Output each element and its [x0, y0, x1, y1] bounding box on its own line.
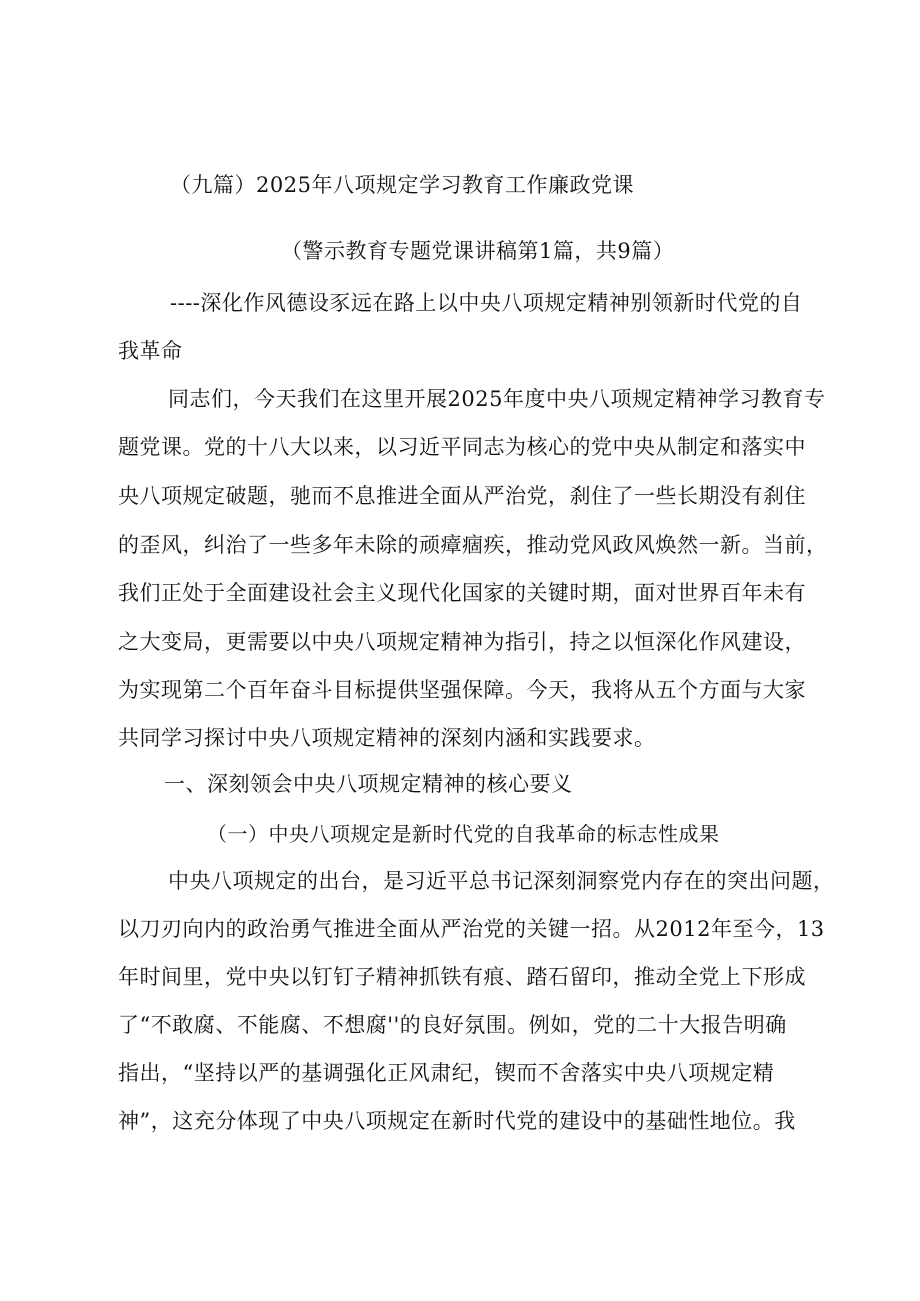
paragraph-line: 之大变局，更需要以中央八项规定精神为指引，持之以恒深化作风建设， — [118, 630, 806, 654]
lead-line: 我革命 — [118, 339, 183, 363]
paragraph-line: 同志们，今天我们在这里开展2025年度中央八项规定精神学习教育专 — [168, 387, 826, 411]
paragraph-line: 了“不敢腐、不能腐、不想腐''的良好氛围。例如，党的二十大报告明确 — [118, 1013, 787, 1037]
paragraph-line: 中央八项规定的出台，是习近平总书记深刻洞察党内存在的突出问题， — [168, 869, 835, 893]
paragraph-line: 指出，“坚持以严的基调强化正风肃纪，锲而不舍落实中央八项规定精 — [118, 1061, 775, 1085]
paragraph-line: 央八项规定破题，驰而不息推进全面从严治党，刹住了一些长期没有刹住 — [118, 484, 806, 508]
paragraph-line: 我们正处于全面建设社会主义现代化国家的关键时期，面对世界百年未有 — [118, 581, 806, 605]
paragraph-line: 神”，这充分体现了中央八项规定在新时代党的建设中的基础性地位。我 — [118, 1109, 796, 1133]
subsection-heading: （一）中央八项规定是新时代党的自我革命的标志性成果 — [207, 822, 720, 846]
lead-line: ----深化作风德设豕远在路上以中央八项规定精神别领新时代党的自 — [170, 291, 803, 315]
paragraph-line: 年时间里，党中央以钉钉子精神抓铁有痕、踏石留印，推动全党上下形成 — [118, 965, 806, 989]
paragraph-line: 的歪风，纠治了一些多年未除的顽瘴痼疾，推动党风政风焕然一新。当前， — [118, 533, 828, 557]
document-title: （九篇）2025年八项规定学习教育工作廉政党课 — [170, 173, 634, 197]
section-heading: 一、深刻领会中央八项规定精神的核心要义 — [164, 772, 573, 796]
document-subtitle: （警示教育专题党课讲稿第1篇，共9篇） — [281, 239, 675, 263]
paragraph-line: 共同学习探讨中央八项规定精神的深刻内涵和实践要求。 — [118, 726, 656, 750]
paragraph-line: 为实现第二个百年奋斗目标提供坚强保障。今天，我将从五个方面与大家 — [118, 678, 806, 702]
paragraph-line: 题党课。党的十八大以来，以习近平同志为核心的党中央从制定和落实中 — [118, 435, 806, 459]
paragraph-line: 以刀刃向内的政治勇气推进全面从严治党的关键一招。从2012年至今，13 — [118, 917, 825, 941]
